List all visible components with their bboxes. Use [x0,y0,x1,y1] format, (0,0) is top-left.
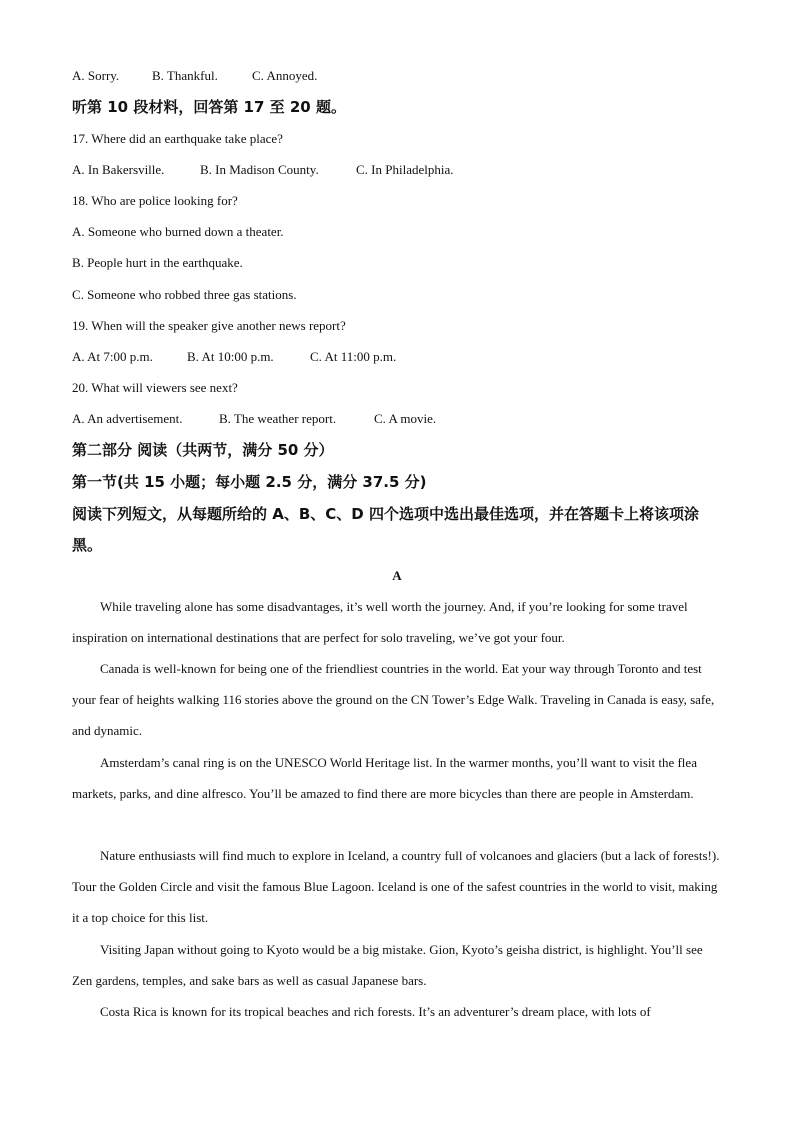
q16-option-b: B. Thankful. [152,68,218,83]
q19-option-b: B. At 10:00 p.m. [187,349,274,364]
reading-instructions: 阅读下列短文，从每题所给的 A、B、C、D 四个选项中选出最佳选项，并在答题卡上将该项涂黑。 [72,505,699,554]
q20-stem: 20. What will viewers see next? [72,380,238,395]
q20-options [72,409,436,429]
q18-stem: 18. Who are police looking for? [72,193,238,208]
q16-option-a: A. Sorry. [72,68,120,83]
q18-option-a: A. Someone who burned down a theater. [72,224,284,239]
paragraph-3: Amsterdam’s canal ring is on the UNESCO World Heritage list. In the warmer months, you’ll want to visit the flea markets, parks, and dine alfresco. You’ll be amazed to find there are more bicycles than there are people in Amsterdam. [72,755,697,802]
q20-option-c: C. A movie. [374,411,437,426]
q18-option-b: B. People hurt in the earthquake. [72,255,243,270]
q19-options [72,347,396,367]
section1-heading: 第一节(共 15 小题；每小题 2.5 分，满分 37.5 分) [72,473,427,491]
q17-option-b: B. In Madison County. [200,162,319,177]
paragraph-2: Canada is well-known for being one of the friendliest countries in the world. Eat your way through Toronto and test your fear of heights walking 116 stories above the ground on the CN Tower’s Edge Walk. Traveling in Canada is easy, safe, and dynamic. [72,661,715,739]
section10-heading: 听第 10 段材料，回答第 17 至 20 题。 [72,98,346,116]
q20-option-b: B. The weather report. [219,411,337,426]
q18-option-c: C. Someone who robbed three gas stations. [72,287,297,302]
q17-options [72,160,454,180]
paragraph-1: While traveling alone has some disadvantages, it’s well worth the journey. And, if you’re looking for some travel inspiration on international destinations that are perfect for solo traveling, we’ve got your four. [72,599,688,646]
q16-option-c: C. Annoyed. [252,68,318,83]
q19-option-c: C. At 11:00 p.m. [310,349,397,364]
part2-heading: 第二部分 阅读（共两节，满分 50 分） [72,441,334,459]
q19-option-a: A. At 7:00 p.m. [72,349,153,364]
q17-option-c: C. In Philadelphia. [356,162,454,177]
paragraph-5: Visiting Japan without going to Kyoto would be a big mistake. Gion, Kyoto’s geisha district, is highlight. You’ll see Zen gardens, temples, and sake bars as well as casual Japanese bars. [72,942,703,989]
q17-option-a: A. In Bakersville. [72,162,165,177]
paragraph-6: Costa Rica is known for its tropical beaches and rich forests. It’s an adventurer’s dream place, with lots of [100,1004,651,1019]
q16-options [72,66,317,86]
q17-stem: 17. Where did an earthquake take place? [72,131,283,146]
passage-title: A [392,568,402,583]
q19-stem: 19. When will the speaker give another news report? [72,318,346,333]
q20-option-a: A. An advertisement. [72,411,183,426]
paragraph-4: Nature enthusiasts will find much to explore in Iceland, a country full of volcanoes and glaciers (but a lack of forests!). Tour the Golden Circle and visit the famous Blue Lagoon. Iceland is one of the safest countries in the world to visit, making it a top choice for this list. [72,848,720,926]
